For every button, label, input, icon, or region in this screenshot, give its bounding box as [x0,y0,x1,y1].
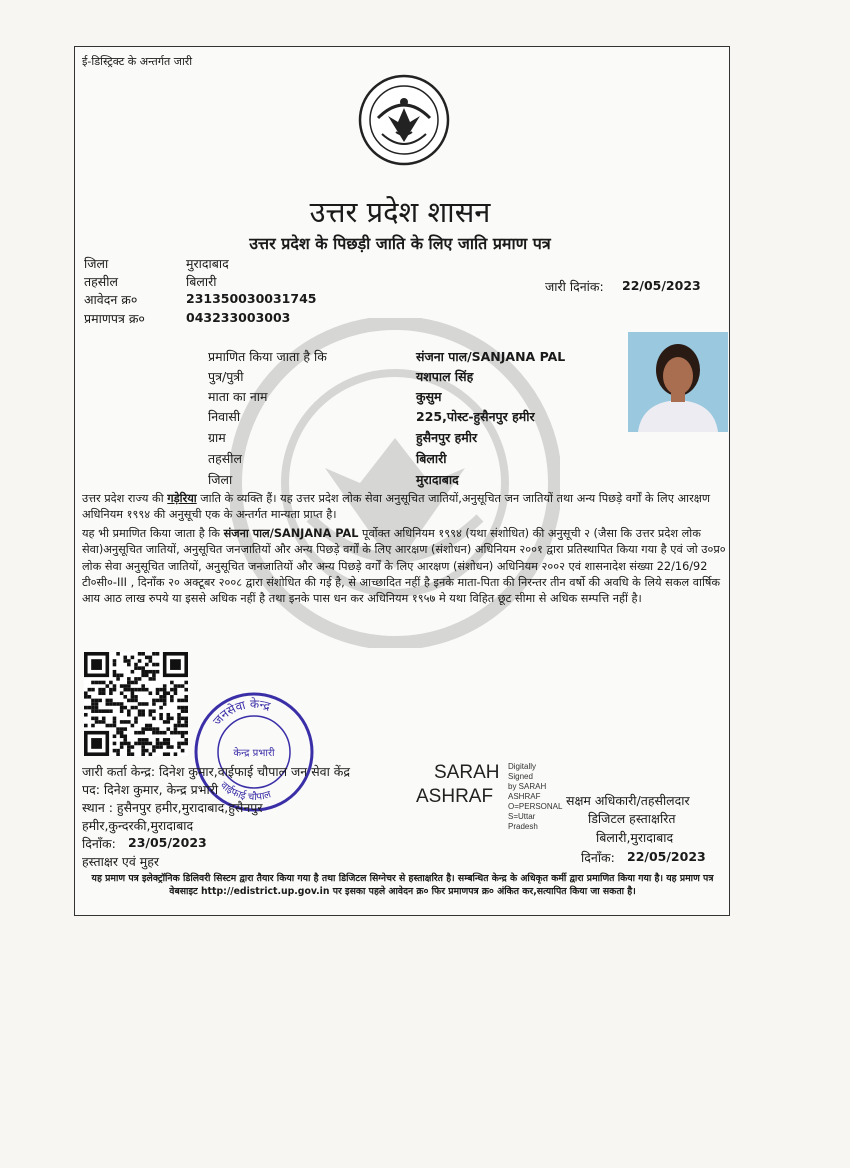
up-state-emblem-icon [358,72,450,168]
certificate-number: 043233003003 [186,310,291,325]
detail-label: जिला [208,472,233,487]
signature-detail: ASHRAF [508,792,541,801]
certificate-title: उत्तर प्रदेश शासन [309,195,491,229]
detail-label: तहसील [208,451,242,466]
application-label: आवेदन क्र० [84,292,138,307]
tehsil-label: तहसील [84,274,118,289]
issue-date: 22/05/2023 [622,278,701,293]
applicant-name: संजना पाल/SANJANA PAL [223,527,359,540]
signature-detail: Digitally Signed [508,762,537,781]
officer-title: सक्षम अधिकारी/तहसीलदार [566,793,690,808]
certificate-number-label: प्रमाणपत्र क्र० [84,311,145,326]
district-label: जिला [84,256,109,271]
issuer-date-label: दिनाँक: [82,836,116,851]
detail-value: बिलारी [416,451,447,466]
para-text: जाति के व्यक्ति हैं। यह उत्तर प्रदेश लोक सेवा अनुसूचित जातियों,अनुसूचित जन जातियों तथा अन्य पिछड़े वर्गों के लिए आरक्षण अधिनियम १९९४ की अनुसूची एक के अन्तर्गत मान्यता प्राप्त है। [82,492,710,522]
issuer-post: पद: दिनेश कुमार, केन्द्र प्रभारी [82,782,219,797]
svg-text:केन्द्र प्रभारी: केन्द्र प्रभारी [233,748,275,759]
detail-value: हुसैनपुर हमीर [416,430,478,445]
certificate-subtitle: उत्तर प्रदेश के पिछड़ी जाति के लिए जाति प्रमाण पत्र [249,234,551,253]
para-text: पूर्वोक्त अधिनियम १९९४ (यथा संशोधित) की अनुसूची २ (जैसा कि उत्तर प्रदेश लोक सेवा)अनुसूचित जातियों, अनुसूचित जनजातियों और अन्य पिछड़े वर्गों के लिए आरक्षण (संशोधन) अधिनियम २००१ द्वारा प्रतिस्थापित किया गया है एवं जो उ०प्र० लोक सेवा अनुसूचित जातियों, अनुसूचित जनजातियों और अन्य पिछड़े वर्गों के लिए आरक्षण (संशोधन) अधिनियम २००२ एवं शासनादेश संख्या 22/16/92 टी०सी०-III , दिनाँक २० अक्टूबर २००८ द्वारा संशोधित की गई है, से आच्छादित नहीं है इनके माता-पिता की निरन्तर तीन वर्षो की अवधि के लिये सकल वार्षिक आय आठ लाख रुपये या इससे अधिक नहीं है तथा इनके पास धन कर अधिनियम १९५७ मे यथा विहित छूट सीमा से अधिक सम्पत्ति नहीं है। [82,527,726,606]
application-number: 231350030031745 [186,291,317,306]
issuer-date: 23/05/2023 [128,835,207,850]
tehsil-value: बिलारी [186,274,217,289]
officer-sign: डिजिटल हस्ताक्षरित [588,811,676,826]
detail-value: 225,पोस्ट-हुसैनपुर हमीर [416,409,535,424]
detail-value: यशपाल सिंह [416,369,474,384]
svg-text:वाईफाई चौपाल: वाईफाई चौपाल [218,779,273,804]
signature-details [508,762,562,832]
certification-paragraph [82,526,727,607]
officer-date-label: दिनाँक: [581,850,615,865]
caste-paragraph [82,491,727,524]
issue-date-label: जारी दिनांक: [545,279,604,294]
detail-value: मुरादाबाद [416,472,459,487]
detail-label: पुत्र/पुत्री [208,369,244,384]
issuer-place: हमीर,कुन्दरकी,मुरादाबाद [82,818,194,833]
para-text: यह भी प्रमाणित किया जाता है कि [82,527,224,540]
district-value: मुरादाबाद [186,256,229,271]
signature-detail: O=PERSONAL [508,802,563,811]
header-note: ई-डिस्ट्रिक्ट के अन्तर्गत जारी [82,55,193,68]
signature-detail: Pradesh [508,822,538,831]
officer-date: 22/05/2023 [627,849,706,864]
officer-place: बिलारी,मुरादाबाद [596,830,674,845]
detail-value: कुसुम [416,389,442,404]
issuer-place: स्थान : हुसैनपुर हमीर,मुरादाबाद,हुसैनपुर [82,800,263,815]
detail-label: माता का नाम [208,389,268,404]
applicant-photo [628,332,728,432]
detail-value: संजना पाल/SANJANA PAL [416,349,566,364]
detail-label: प्रमाणित किया जाता है कि [208,349,327,364]
detail-label: निवासी [208,409,241,424]
signer-name: ASHRAF [416,786,494,807]
footer-note: यह प्रमाण पत्र इलेक्ट्रॉनिक डिलिवरी सिस्टम द्वारा तैयार किया गया है तथा डिजिटल सिग्नेचर से हस्ताक्षरित है। सम्बन्धित केन्द्र के अधिकृत कर्मी द्वारा प्रमाणित किया गया है। यह प्रमाण पत्र वेबसाइट http://edistrict.up.gov.in पर इसका पहले आवेदन क्र० फिर प्रमाणपत्र क्र० अंकित कर,सत्यापित किया जा सकता है। [91,873,714,897]
issuing-center: जारी कर्ता केन्द्र: दिनेश कुमार,वाईफाई चौपाल जन सेवा केंद्र [82,764,351,779]
detail-label: ग्राम [208,430,226,445]
signature-detail: by SARAH [508,782,547,791]
para-text: उत्तर प्रदेश राज्य की [82,492,168,505]
svg-text:जनसेवा केन्द्र: जनसेवा केन्द्र [210,696,272,728]
sign-label: हस्ताक्षर एवं मुहर [82,854,159,869]
qr-code-icon [84,652,188,756]
signature-detail: S=Uttar [508,812,536,821]
caste-name: गड़ेरिया [167,492,197,505]
signer-name: SARAH [434,762,500,783]
